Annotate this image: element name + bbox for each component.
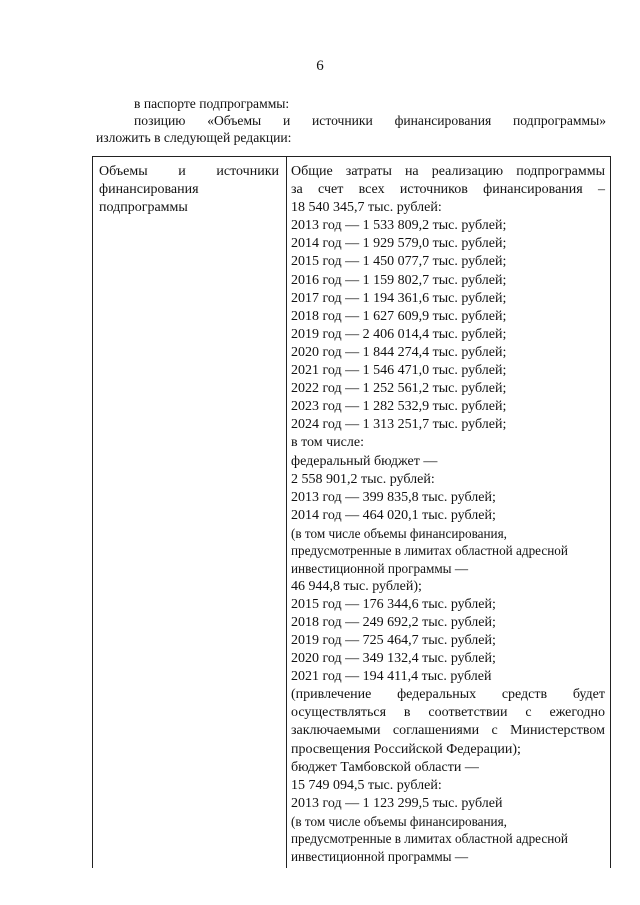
value-line: 2021 год — 1 546 471,0 тыс. рублей; xyxy=(291,363,507,379)
intro-line: позицию «Объемы и источники финансирования подпрограммы» xyxy=(134,113,606,128)
value-line: 46 944,8 тыс. рублей); xyxy=(291,578,422,594)
value-line: предусмотренные в лимитах областной адресной xyxy=(291,831,568,847)
page-number: 6 xyxy=(316,58,324,74)
label-line: финансирования xyxy=(99,182,199,197)
value-line: 2014 год — 1 929 579,0 тыс. рублей; xyxy=(291,236,507,252)
value-line: 2024 год — 1 313 251,7 тыс. рублей; xyxy=(291,417,507,433)
value-line: 2013 год — 399 835,8 тыс. рублей; xyxy=(291,489,496,505)
value-line: 2014 год — 464 020,1 тыс. рублей; xyxy=(291,507,496,523)
value-line: 2020 год — 1 844 274,4 тыс. рублей; xyxy=(291,344,507,360)
value-line: 2020 год — 349 132,4 тыс. рублей; xyxy=(291,651,496,667)
value-line: за счет всех источников финансирования – xyxy=(291,182,605,198)
value-line: в том числе: xyxy=(291,435,364,451)
table-value-cell xyxy=(291,163,605,866)
value-line: инвестиционной программы — xyxy=(291,849,469,865)
value-line: 18 540 345,7 тыс. рублей: xyxy=(291,200,442,216)
value-line: 2013 год — 1 533 809,2 тыс. рублей; xyxy=(291,218,507,234)
value-line: осуществляться в соответствии с ежегодно xyxy=(291,705,605,721)
value-line: (в том числе объемы финансирования, xyxy=(291,525,507,541)
value-line: 2013 год — 1 123 299,5 тыс. рублей xyxy=(291,795,503,811)
value-line: 2023 год — 1 282 532,9 тыс. рублей; xyxy=(291,399,507,415)
value-line: просвещения Российской Федерации); xyxy=(291,741,521,757)
intro-line: в паспорте подпрограммы: xyxy=(134,96,290,111)
value-line: 15 749 094,5 тыс. рублей: xyxy=(291,777,442,793)
value-line: 2021 год — 194 411,4 тыс. рублей xyxy=(291,669,492,685)
label-line: подпрограммы xyxy=(99,200,188,215)
funding-table xyxy=(92,156,611,868)
value-line: (в том числе объемы финансирования, xyxy=(291,813,507,829)
value-line: 2 558 901,2 тыс. рублей: xyxy=(291,471,435,487)
label-line: Объемы и источники xyxy=(99,164,279,179)
value-line: 2018 год — 1 627 609,9 тыс. рублей; xyxy=(291,308,507,324)
value-line: 2019 год — 2 406 014,4 тыс. рублей; xyxy=(291,326,507,342)
intro-line: изложить в следующей редакции: xyxy=(96,130,292,145)
value-line: 2022 год — 1 252 561,2 тыс. рублей; xyxy=(291,381,507,397)
value-line: 2015 год — 176 344,6 тыс. рублей; xyxy=(291,596,496,612)
value-line: 2015 год — 1 450 077,7 тыс. рублей; xyxy=(291,254,507,270)
value-line: инвестиционной программы — xyxy=(291,561,469,577)
value-line: бюджет Тамбовской области — xyxy=(291,759,479,775)
value-line: 2018 год — 249 692,2 тыс. рублей; xyxy=(291,614,496,630)
value-line: 2017 год — 1 194 361,6 тыс. рублей; xyxy=(291,290,507,306)
value-line: федеральный бюджет — xyxy=(291,453,438,469)
intro-text xyxy=(96,95,606,146)
value-line: предусмотренные в лимитах областной адресной xyxy=(291,543,568,559)
table-label-cell xyxy=(99,163,279,217)
value-line: 2019 год — 725 464,7 тыс. рублей; xyxy=(291,632,496,648)
value-line: 2016 год — 1 159 802,7 тыс. рублей; xyxy=(291,272,507,288)
column-divider xyxy=(286,157,287,868)
value-line: (привлечение федеральных средств будет xyxy=(291,687,605,703)
value-line: Общие затраты на реализацию подпрограммы xyxy=(291,164,605,179)
value-line: заключаемыми соглашениями с Министерством xyxy=(291,723,605,739)
